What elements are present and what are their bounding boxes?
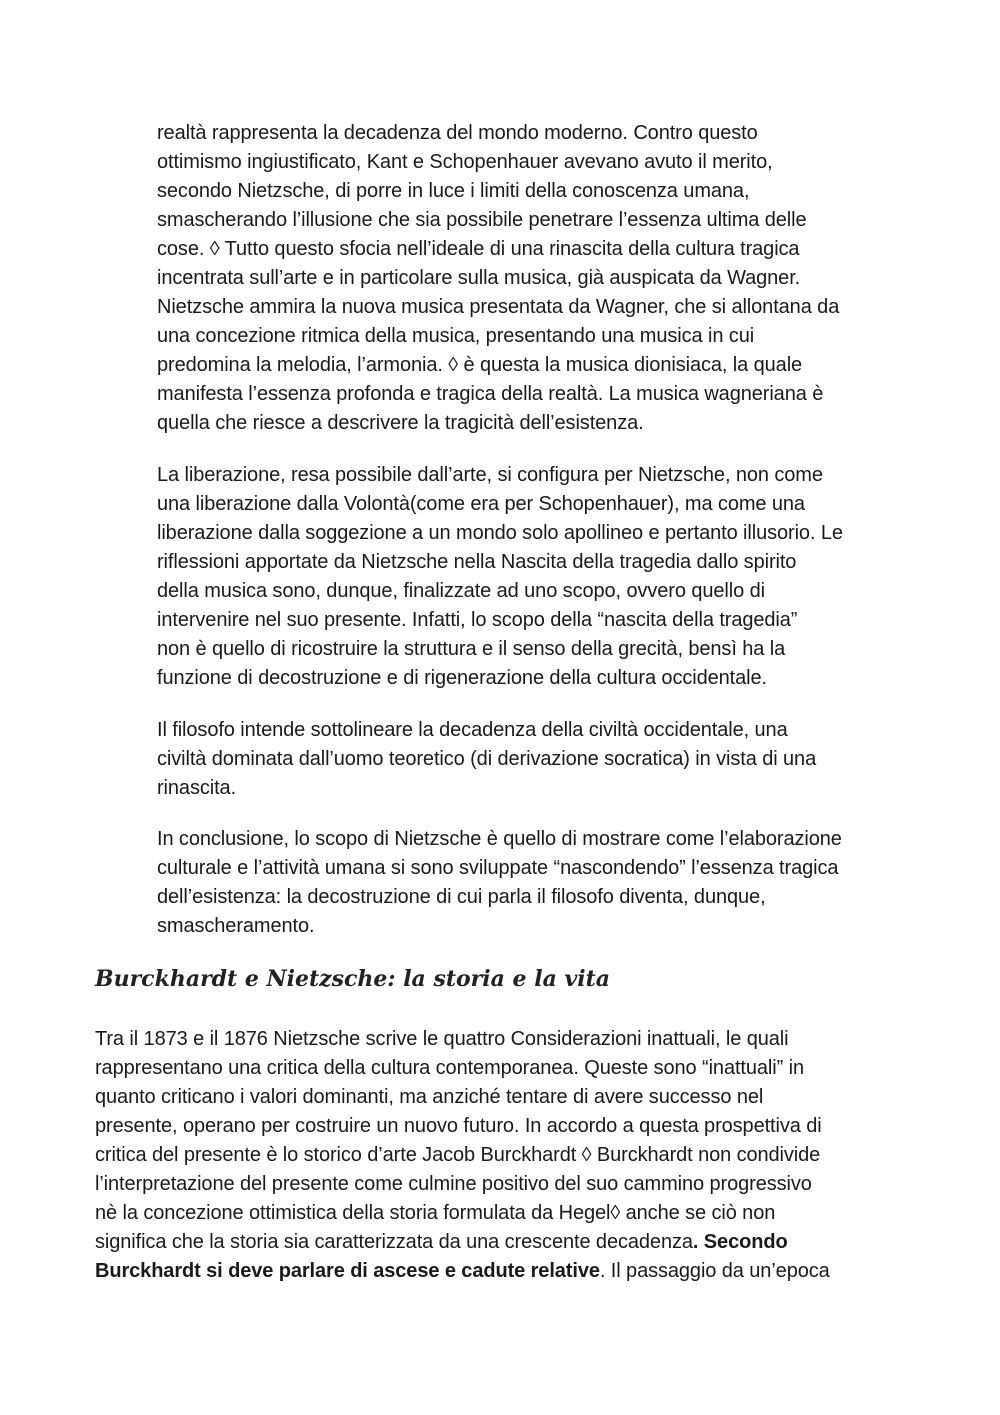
text-line: rappresentano una critica della cultura contemporanea. Queste sono “inattuali” in [95, 1057, 804, 1079]
text-line: realtà rappresenta la decadenza del mondo moderno. Contro questo [157, 122, 758, 144]
text-line [95, 1257, 915, 1286]
text-line: secondo Nietzsche, di porre in luce i limiti della conoscenza umana, [157, 180, 750, 202]
text-line: dell’esistenza: la decostruzione di cui parla il filosofo diventa, dunque, [157, 886, 766, 908]
text-line: una liberazione dalla Volontà(come era per Schopenhauer), ma come una [157, 493, 805, 515]
text-line: critica del presente è lo storico d’arte Jacob Burckhardt ◊ Burckhardt non condivide [95, 1144, 821, 1166]
paragraph-3 [157, 716, 917, 803]
text-line: liberazione dalla soggezione a un mondo solo apollineo e pertanto illusorio. Le [157, 522, 843, 544]
text-line: quanto criticano i valori dominanti, ma anziché tentare di avere successo nel [95, 1086, 764, 1108]
text-line: l’interpretazione del presente come culmine positivo del suo cammino progressivo [95, 1173, 812, 1195]
text-line: funzione di decostruzione e di rigenerazione della cultura occidentale. [157, 667, 767, 689]
text-line: della musica sono, dunque, finalizzate ad uno scopo, ovvero quello di [157, 580, 765, 602]
text-line: Nietzsche ammira la nuova musica presentata da Wagner, che si allontana da [157, 296, 840, 318]
section-body-paragraph [95, 1025, 915, 1286]
text-line: ottimismo ingiustificato, Kant e Schopenhauer avevano avuto il merito, [157, 151, 773, 173]
text-line: culturale e l’attività umana si sono sviluppate “nascondendo” l’essenza tragica [157, 857, 839, 879]
text-normal: . Il passaggio da un’epoca [599, 1260, 830, 1282]
text-line: riflessioni apportate da Nietzsche nella Nascita della tragedia dallo spirito [157, 551, 797, 573]
text-line: nè la concezione ottimistica della storia formulata da Hegel◊ anche se ciò non [95, 1202, 776, 1224]
text-line: presente, operano per costruire un nuovo futuro. In accordo a questa prospettiva di [95, 1115, 822, 1137]
text-line: predomina la melodia, l’armonia. ◊ è questa la musica dionisiaca, la quale [157, 354, 803, 376]
text-line: una concezione ritmica della musica, presentando una musica in cui [157, 325, 755, 347]
text-line: rinascita. [157, 777, 237, 799]
paragraph-4 [157, 825, 917, 941]
text-line: manifesta l’essenza profonda e tragica della realtà. La musica wagneriana è [157, 383, 824, 405]
paragraph-2 [157, 461, 917, 693]
bold-text: Burckhardt si deve parlare di ascese e cadute relative [95, 1260, 600, 1282]
text-line: smascherando l’illusione che sia possibile penetrare l’essenza ultima delle [157, 209, 807, 231]
text-line: intervenire nel suo presente. Infatti, lo scopo della “nascita della tragedia” [157, 609, 798, 631]
text-line: civiltà dominata dall’uomo teoretico (di derivazione socratica) in vista di una [157, 748, 817, 770]
text-line: non è quello di ricostruire la struttura e il senso della grecità, bensì ha la [157, 638, 786, 660]
text-line: La liberazione, resa possibile dall’arte, si configura per Nietzsche, non come [157, 464, 823, 486]
text-line: cose. ◊ Tutto questo sfocia nell’ideale di una rinascita della cultura tragica [157, 238, 800, 260]
text-line: smascheramento. [157, 915, 315, 937]
text-line: Il filosofo intende sottolineare la decadenza della civiltà occidentale, una [157, 719, 788, 741]
text-line [95, 1228, 915, 1257]
text-normal: significa che la storia sia caratterizzata da una crescente decadenza [95, 1231, 693, 1253]
text-line: Tra il 1873 e il 1876 Nietzsche scrive le quattro Considerazioni inattuali, le quali [95, 1028, 789, 1050]
paragraph-1 [157, 119, 917, 438]
text-line: In conclusione, lo scopo di Nietzsche è quello di mostrare come l’elaborazione [157, 828, 842, 850]
bold-text: . Secondo [692, 1231, 788, 1253]
text-line: quella che riesce a descrivere la tragicità dell’esistenza. [157, 412, 644, 434]
section-heading: Burckhardt e Nietzsche: la storia e la vita [95, 966, 611, 992]
text-line: incentrata sull’arte e in particolare sulla musica, già auspicata da Wagner. [157, 267, 801, 289]
